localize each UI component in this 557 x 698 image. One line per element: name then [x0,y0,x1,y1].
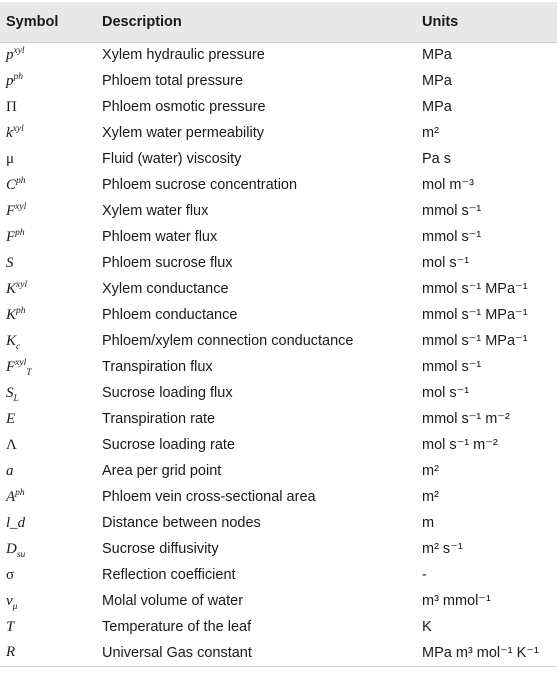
units-cell: m³ mmol⁻¹ [422,593,491,609]
symbol-cell [0,562,101,588]
symbol-cell [0,302,101,328]
table-body [0,42,557,666]
units-cell: mmol s⁻¹ MPa⁻¹ [422,333,528,349]
symbol-superscript: ph [15,227,25,238]
units-cell: mol m⁻³ [422,177,474,193]
description-cell: Phloem osmotic pressure [102,99,266,115]
description-cell: Area per grid point [102,463,222,479]
table-row [0,562,557,588]
symbol-base: μ [6,150,15,167]
table-row [0,588,557,614]
symbol-cell [0,380,101,406]
description-cell: Phloem total pressure [102,73,244,89]
symbol-subscript: c [16,341,21,352]
description-cell: Distance between nodes [102,515,261,531]
symbol-subscript: su [16,549,26,560]
units-cell: mol s⁻¹ [422,255,470,271]
symbol-superscript: ph [13,71,23,82]
symbol-cell [0,224,101,250]
units-cell: m² s⁻¹ [422,541,463,557]
symbol-base: K [6,332,17,349]
description-cell: Temperature of the leaf [102,619,252,635]
description-cell: Fluid (water) viscosity [102,151,242,167]
symbol-cell [0,510,101,536]
symbol-subscript: T [26,367,32,378]
symbol-base: σ [6,566,15,583]
symbol-cell [0,588,101,614]
symbol-base: a [6,462,14,479]
description-cell: Phloem sucrose flux [102,255,233,271]
units-cell: mmol s⁻¹ MPa⁻¹ [422,307,528,323]
symbol-subscript: L [13,393,19,404]
symbol-base: T [6,618,15,635]
symbol-base: D [6,540,17,557]
units-cell: m² [422,463,439,479]
symbol-cell [0,276,101,302]
symbol-cell [0,458,101,484]
symbol-base: k [6,124,13,141]
symbol-cell [0,328,101,354]
symbol-table [0,2,557,667]
symbol-superscript: xyl [13,45,25,56]
units-cell: mmol s⁻¹ m⁻² [422,411,510,427]
symbol-superscript: xyl [12,123,24,134]
table-row [0,458,557,484]
header-row [0,2,557,42]
units-cell: mmol s⁻¹ MPa⁻¹ [422,281,528,297]
description-cell: Sucrose diffusivity [102,541,219,557]
symbol-cell [0,250,101,276]
table-row [0,198,557,224]
table-row [0,406,557,432]
description-cell: Reflection coefficient [102,567,236,583]
symbol-base: F [6,228,16,245]
symbol-superscript: xyl [16,279,28,290]
table-row [0,302,557,328]
description-cell: Phloem vein cross-sectional area [102,489,316,505]
description-cell: Phloem sucrose concentration [102,177,298,193]
units-cell: MPa [422,73,452,89]
symbol-subscript: μ [12,601,18,612]
units-cell: mmol s⁻¹ [422,203,482,219]
symbol-cell [0,68,101,94]
symbol-base: p [6,46,14,63]
table-row [0,42,557,68]
table-row [0,224,557,250]
units-cell: m [422,515,435,531]
description-cell: Molal volume of water [102,593,244,609]
symbol-cell [0,146,101,172]
description-cell: Sucrose loading flux [102,385,233,401]
table-row [0,640,557,666]
table-row [0,146,557,172]
symbol-base: F [6,358,16,375]
description-cell: Phloem water flux [102,229,218,245]
header-symbol: Symbol [0,2,101,42]
description-cell: Transpiration flux [102,359,213,375]
symbol-cell [0,484,101,510]
symbol-superscript: ph [16,175,26,186]
symbol-cell [0,406,101,432]
symbol-base: l_d [6,514,26,531]
table-row [0,328,557,354]
table-header [0,2,557,42]
symbol-base: F [6,202,16,219]
units-cell: Pa s [422,151,452,167]
table-row [0,172,557,198]
symbol-cell [0,42,101,68]
symbol-cell [0,614,101,640]
table-row [0,94,557,120]
symbol-base: S [6,254,14,271]
units-cell: mol s⁻¹ [422,385,470,401]
units-cell: m² [422,125,439,141]
header-units: Units [421,2,557,42]
symbol-superscript: xyl [15,201,27,212]
symbol-superscript: xyl [15,357,27,368]
symbol-base: K [6,280,17,297]
symbol-base: Π [6,98,17,115]
units-cell: mmol s⁻¹ [422,229,482,245]
table-row [0,276,557,302]
symbol-cell [0,120,101,146]
symbol-base: C [6,176,17,193]
table-row [0,510,557,536]
symbol-cell [0,536,101,562]
description-cell: Xylem water flux [102,203,209,219]
description-cell: Sucrose loading rate [102,437,235,453]
symbol-cell [0,432,101,458]
units-cell: K [422,619,432,635]
description-cell: Xylem conductance [102,281,229,297]
symbol-cell [0,172,101,198]
description-cell: Xylem hydraulic pressure [102,47,265,64]
symbol-cell [0,354,101,380]
symbol-base: E [6,410,16,427]
symbol-superscript: ph [15,487,25,498]
description-cell: Phloem/xylem connection conductance [102,333,354,349]
symbol-base: Λ [6,436,17,453]
symbol-base: v [6,592,13,609]
units-cell: MPa [422,99,452,115]
units-cell: MPa [422,47,452,64]
description-cell: Universal Gas constant [101,640,421,666]
description-cell: Transpiration rate [102,411,216,427]
units-cell: MPa m³ mol⁻¹ K⁻¹ [421,640,557,666]
units-cell: mmol s⁻¹ [422,359,482,375]
description-cell: Phloem conductance [102,307,238,323]
table-row [0,120,557,146]
symbol-base: R [6,644,16,661]
table-row [0,614,557,640]
symbol-cell [0,640,101,666]
table-row [0,250,557,276]
table-row [0,536,557,562]
description-cell: Xylem water permeability [102,125,264,141]
symbol-cell [0,198,101,224]
table-row [0,484,557,510]
header-description: Description [101,2,421,42]
units-cell: - [422,567,427,583]
symbol-base: A [6,488,16,505]
units-cell: m² [422,489,439,505]
table-row [0,380,557,406]
symbol-base: p [6,72,14,89]
units-cell: mol s⁻¹ m⁻² [422,437,498,453]
table-row [0,432,557,458]
symbol-base: K [6,306,17,323]
symbol-superscript: ph [16,305,26,316]
symbol-base: S [6,384,14,401]
table-row [0,354,557,380]
table-row [0,68,557,94]
symbol-cell [0,94,101,120]
